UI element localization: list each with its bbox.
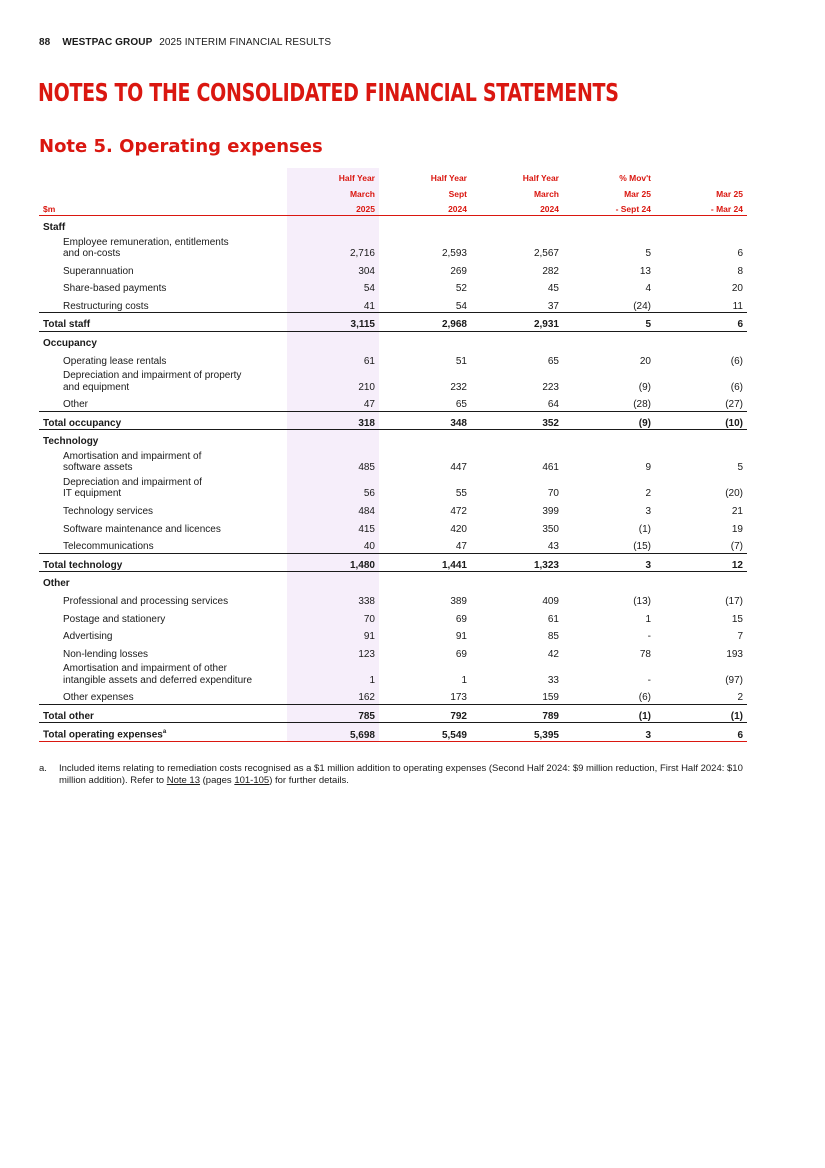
row-label-line: Other expenses — [63, 692, 134, 704]
empty-cell — [379, 430, 471, 448]
table-row — [39, 260, 747, 278]
row-label-line: Restructuring costs — [63, 300, 149, 312]
column-header-cell: - Mar 24 — [655, 200, 747, 216]
value-cell: 173 — [450, 692, 467, 704]
value-cell: 5,698 — [287, 723, 379, 742]
total-label — [39, 704, 287, 723]
value-cell: 193 — [726, 648, 743, 660]
category-row — [39, 430, 747, 448]
row-label — [39, 448, 287, 474]
page-number: 88 — [39, 37, 51, 48]
table-row — [39, 518, 747, 536]
value-cell: 3,115 — [287, 313, 379, 332]
total-label — [39, 313, 287, 332]
row-label-line: intangible assets and deferred expenditure — [63, 674, 253, 686]
total-label — [39, 723, 287, 742]
empty-cell — [287, 216, 379, 234]
row-label-line: Postage and stationery — [63, 613, 166, 625]
value-cell: 20 — [639, 355, 651, 367]
value-cell: 47 — [455, 541, 467, 553]
value-cell: 91 — [287, 625, 379, 643]
column-header-cell: March — [287, 184, 379, 200]
value-cell: 3 — [563, 553, 655, 572]
value-cell: (6) — [730, 355, 743, 367]
column-header-cell — [655, 168, 747, 184]
row-label — [39, 535, 287, 553]
value-cell: 485 — [287, 448, 379, 474]
value-cell: 2 — [645, 488, 651, 500]
footnote-text-mid: (pages — [200, 775, 235, 786]
value-cell: 78 — [639, 648, 651, 660]
total-label-text: Total occupancy — [43, 417, 122, 429]
column-header-cell: 2024 — [471, 200, 563, 216]
value-cell: (9) — [563, 411, 655, 430]
row-label-line: and equipment — [63, 381, 130, 393]
row-label — [39, 518, 287, 536]
row-label-line: and on-costs — [63, 248, 121, 260]
value-cell: 338 — [287, 590, 379, 608]
value-cell: 3 — [645, 506, 651, 518]
footnote-text-after: ) for further details. — [269, 775, 349, 786]
value-cell: 13 — [639, 265, 651, 277]
value-cell: 5,395 — [471, 723, 563, 742]
row-label-line: Telecommunications — [63, 541, 154, 553]
value-cell: (9) — [638, 381, 651, 393]
value-cell: 7 — [737, 631, 743, 643]
value-cell: 70 — [547, 488, 559, 500]
value-cell: 20 — [731, 283, 743, 295]
column-header-cell: 2025 — [287, 200, 379, 216]
total-row — [39, 704, 747, 723]
value-cell: 42 — [547, 648, 559, 660]
note-13-link[interactable]: Note 13 — [166, 775, 200, 786]
value-cell: (27) — [725, 399, 743, 411]
row-label — [39, 625, 287, 643]
value-cell: 792 — [379, 704, 471, 723]
table-row — [39, 500, 747, 518]
value-cell: 789 — [471, 704, 563, 723]
column-header-cell: Mar 25 — [624, 188, 651, 199]
value-cell: - — [647, 674, 651, 686]
value-cell: 6 — [737, 248, 743, 260]
value-cell: 52 — [455, 283, 467, 295]
value-cell: 5 — [645, 248, 651, 260]
row-label-line: Non-lending losses — [63, 648, 149, 660]
category-row — [39, 331, 747, 349]
value-cell: 5 — [737, 462, 743, 474]
empty-cell — [563, 572, 655, 590]
value-cell: 1 — [461, 674, 467, 686]
value-cell: 6 — [655, 313, 747, 332]
row-label — [39, 660, 287, 686]
row-label-line: Employee remuneration, entitlements — [63, 236, 229, 248]
row-label — [39, 608, 287, 626]
value-cell: 61 — [547, 613, 559, 625]
table-row — [39, 686, 747, 704]
empty-cell — [471, 572, 563, 590]
value-cell: (10) — [655, 411, 747, 430]
total-label-text: Total staff — [43, 319, 91, 331]
value-cell: 54 — [287, 277, 379, 295]
value-cell: 69 — [455, 613, 467, 625]
category-label: Other — [43, 578, 70, 590]
value-cell: 64 — [547, 399, 559, 411]
value-cell: 210 — [287, 367, 379, 393]
row-label-line: Amortisation and impairment of — [63, 450, 202, 462]
empty-cell — [471, 216, 563, 234]
column-header-cell: % Mov't — [619, 172, 651, 183]
value-cell: 461 — [542, 462, 559, 474]
report-title: 2025 INTERIM FINANCIAL RESULTS — [159, 37, 332, 48]
value-cell: 1,480 — [287, 553, 379, 572]
value-cell: 399 — [542, 506, 559, 518]
empty-cell — [287, 331, 379, 349]
row-label — [39, 393, 287, 411]
value-cell: 2,716 — [287, 234, 379, 260]
value-cell: 33 — [547, 674, 559, 686]
header-label-cell — [39, 168, 287, 184]
value-cell: 4 — [645, 283, 651, 295]
value-cell: 3 — [563, 723, 655, 742]
empty-cell — [563, 216, 655, 234]
row-label — [39, 295, 287, 313]
row-label-line: Operating lease rentals — [63, 355, 167, 367]
category-label: Occupancy — [43, 338, 97, 350]
value-cell: 45 — [547, 283, 559, 295]
column-header-cell: Half Year — [287, 168, 379, 184]
row-label — [39, 367, 287, 393]
value-cell: 37 — [547, 300, 559, 312]
value-cell: 348 — [379, 411, 471, 430]
table-body — [39, 168, 747, 742]
total-row — [39, 313, 747, 332]
value-cell: 318 — [287, 411, 379, 430]
total-label-text: Total other — [43, 710, 94, 722]
value-cell: 2,931 — [471, 313, 563, 332]
row-label-line: IT equipment — [63, 488, 122, 500]
value-cell: 19 — [731, 523, 743, 535]
table-row — [39, 608, 747, 626]
value-cell: 55 — [455, 488, 467, 500]
value-cell: 41 — [287, 295, 379, 313]
note-title: Note 5. Operating expenses — [39, 136, 323, 157]
row-label-line: Other — [63, 399, 89, 411]
value-cell: 6 — [655, 723, 747, 742]
total-row — [39, 411, 747, 430]
value-cell: 304 — [287, 260, 379, 278]
value-cell: 40 — [287, 535, 379, 553]
value-cell: (1) — [638, 523, 651, 535]
value-cell: 8 — [737, 265, 743, 277]
value-cell: 54 — [455, 300, 467, 312]
row-label — [39, 260, 287, 278]
category-row — [39, 216, 747, 234]
row-label — [39, 277, 287, 295]
total-label — [39, 411, 287, 430]
value-cell: 1,323 — [471, 553, 563, 572]
value-cell: 415 — [287, 518, 379, 536]
value-cell: 56 — [287, 474, 379, 500]
empty-cell — [379, 216, 471, 234]
row-label-line: Amortisation and impairment of other — [63, 663, 227, 675]
value-cell: 282 — [542, 265, 559, 277]
row-label-line: Technology services — [63, 506, 154, 518]
value-cell: 11 — [732, 300, 743, 312]
value-cell: (15) — [633, 541, 651, 553]
value-cell: 447 — [450, 462, 467, 474]
column-header-cell: - Sept 24 — [563, 200, 655, 216]
value-cell: 69 — [455, 648, 467, 660]
row-label — [39, 643, 287, 661]
table-header-row — [39, 184, 747, 200]
table-header-row — [39, 168, 747, 184]
value-cell: (1) — [563, 704, 655, 723]
value-cell: 91 — [455, 631, 467, 643]
pages-link[interactable]: 101-105 — [234, 775, 270, 786]
row-label-line: software assets — [63, 462, 133, 474]
value-cell: 70 — [287, 608, 379, 626]
footnote-marker: a. — [39, 763, 47, 774]
table-row — [39, 643, 747, 661]
value-cell: 232 — [450, 381, 467, 393]
value-cell: (6) — [638, 692, 651, 704]
category-row — [39, 572, 747, 590]
table-row — [39, 625, 747, 643]
value-cell: 2,968 — [379, 313, 471, 332]
value-cell: - — [647, 631, 651, 643]
category-label: Technology — [43, 436, 99, 448]
value-cell: 15 — [731, 613, 743, 625]
column-header-cell: Half Year — [522, 172, 559, 183]
value-cell: 43 — [547, 541, 559, 553]
empty-cell — [655, 430, 747, 448]
value-cell: 352 — [471, 411, 563, 430]
value-cell: 5,549 — [379, 723, 471, 742]
value-cell: 85 — [547, 631, 559, 643]
empty-cell — [655, 331, 747, 349]
footnote-text-before: Included items relating to remediation costs recognised as a $1 million addition to operating expenses (Second Half 2024: $9 million reduction, First Half 2024: $10 million addition). Refer to — [59, 763, 743, 786]
value-cell: 51 — [455, 355, 467, 367]
empty-cell — [471, 430, 563, 448]
column-header-cell: Sept — [448, 188, 467, 199]
value-cell: 21 — [731, 506, 743, 518]
value-cell: 2,567 — [533, 248, 559, 260]
value-cell: 162 — [287, 686, 379, 704]
value-cell: 12 — [655, 553, 747, 572]
table-row — [39, 234, 747, 260]
total-label-text: Total technology — [43, 559, 123, 571]
table-row — [39, 295, 747, 313]
value-cell: 1 — [645, 613, 651, 625]
value-cell: 5 — [563, 313, 655, 332]
value-cell: (17) — [725, 596, 743, 607]
value-cell: 2 — [737, 692, 743, 704]
value-cell: 2,593 — [441, 248, 467, 260]
value-cell: (20) — [725, 488, 743, 500]
row-label — [39, 500, 287, 518]
column-header-cell: Half Year — [430, 172, 467, 183]
value-cell: 47 — [287, 393, 379, 411]
row-label — [39, 234, 287, 260]
column-header-cell: March — [533, 188, 559, 199]
value-cell: 65 — [455, 399, 467, 411]
table-header-row — [39, 200, 747, 216]
header-label-cell — [39, 184, 287, 200]
row-label — [39, 686, 287, 704]
empty-cell — [287, 572, 379, 590]
value-cell: 472 — [450, 506, 467, 518]
row-label — [39, 474, 287, 500]
empty-cell — [379, 331, 471, 349]
row-label — [39, 590, 287, 608]
value-cell: (13) — [633, 596, 651, 607]
total-row — [39, 553, 747, 572]
row-label-line: Depreciation and impairment of property — [63, 370, 242, 382]
running-header — [39, 37, 331, 48]
empty-cell — [471, 331, 563, 349]
value-cell: 9 — [645, 462, 651, 474]
empty-cell — [563, 430, 655, 448]
table-row — [39, 350, 747, 368]
value-cell: 1,441 — [379, 553, 471, 572]
table-row — [39, 535, 747, 553]
value-cell: (6) — [730, 381, 743, 393]
empty-cell — [655, 216, 747, 234]
footnote — [39, 763, 747, 787]
value-cell: 350 — [542, 523, 559, 535]
table-row — [39, 277, 747, 295]
footnote-reference: a — [162, 729, 167, 736]
table-row — [39, 474, 747, 500]
value-cell: 65 — [547, 355, 559, 367]
table-row — [39, 448, 747, 474]
value-cell: 420 — [450, 523, 467, 535]
value-cell: 61 — [287, 350, 379, 368]
value-cell: 123 — [287, 643, 379, 661]
column-header-cell: Mar 25 — [716, 188, 743, 199]
total-label — [39, 553, 287, 572]
column-header-cell: 2024 — [379, 200, 471, 216]
section-title: NOTES TO THE CONSOLIDATED FINANCIAL STATEMENTS — [38, 78, 619, 107]
table-row — [39, 590, 747, 608]
row-label-line: Share-based payments — [63, 283, 167, 295]
table-row — [39, 660, 747, 686]
row-label-line: Depreciation and impairment of — [63, 476, 202, 488]
total-label-text: Total operating expenses — [43, 729, 163, 741]
row-label-line: Software maintenance and licences — [63, 523, 221, 535]
header-label-cell: $m — [39, 200, 287, 216]
empty-cell — [379, 572, 471, 590]
value-cell: 389 — [450, 596, 467, 607]
row-label — [39, 350, 287, 368]
value-cell: (28) — [633, 399, 651, 411]
grand-total-row — [39, 723, 747, 742]
brand-name: WESTPAC GROUP — [62, 37, 153, 48]
empty-cell — [655, 572, 747, 590]
footnote-text — [59, 763, 747, 787]
category-label: Staff — [43, 222, 66, 234]
empty-cell — [287, 430, 379, 448]
row-label-line: Advertising — [63, 631, 113, 643]
table-row — [39, 393, 747, 411]
value-cell: 785 — [287, 704, 379, 723]
table-row — [39, 367, 747, 393]
value-cell: 1 — [287, 660, 379, 686]
value-cell: (97) — [725, 674, 743, 686]
value-cell: 484 — [287, 500, 379, 518]
value-cell: (1) — [655, 704, 747, 723]
value-cell: 159 — [542, 692, 559, 704]
value-cell: (24) — [633, 300, 651, 312]
operating-expenses-table — [39, 168, 747, 742]
value-cell: 269 — [450, 265, 467, 277]
row-label-line: Professional and processing services — [63, 596, 229, 607]
empty-cell — [563, 331, 655, 349]
row-label-line: Superannuation — [63, 265, 134, 277]
value-cell: (7) — [730, 541, 743, 553]
value-cell: 409 — [542, 596, 559, 607]
value-cell: 223 — [542, 381, 559, 393]
